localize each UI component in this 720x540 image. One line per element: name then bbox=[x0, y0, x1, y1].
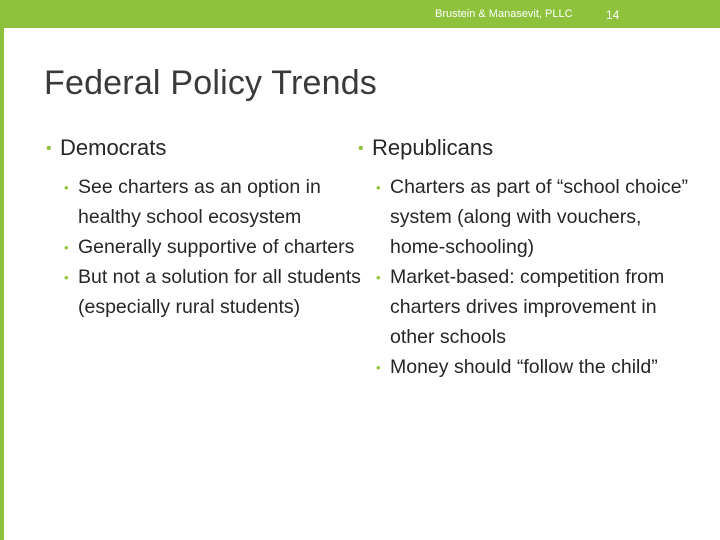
democrats-heading bbox=[46, 134, 361, 162]
list-item-text: Market-based: competition from charters drives improvement in other schools bbox=[390, 266, 665, 348]
democrats-heading-text: Democrats bbox=[60, 135, 167, 160]
republicans-list bbox=[372, 172, 693, 382]
page-number: 14 bbox=[606, 8, 620, 22]
list-item bbox=[372, 262, 693, 352]
bullet-icon: • bbox=[64, 180, 69, 195]
republicans-heading bbox=[358, 134, 693, 162]
list-item-text: See charters as an option in healthy school ecosystem bbox=[78, 176, 321, 228]
list-item-text: Generally supportive of charters bbox=[78, 236, 355, 258]
list-item bbox=[60, 262, 361, 322]
democrats-list bbox=[60, 172, 361, 322]
bullet-icon: • bbox=[376, 360, 381, 375]
slide-title: Federal Policy Trends bbox=[44, 64, 378, 102]
bullet-icon: • bbox=[376, 180, 381, 195]
list-item bbox=[60, 172, 361, 232]
democrats-column bbox=[46, 134, 361, 322]
left-accent-line bbox=[0, 0, 4, 540]
bullet-icon: • bbox=[46, 140, 52, 157]
republicans-heading-text: Republicans bbox=[372, 135, 494, 160]
bullet-icon: • bbox=[64, 240, 69, 255]
bullet-icon: • bbox=[358, 140, 364, 157]
bullet-icon: • bbox=[376, 270, 381, 285]
header-bar bbox=[0, 0, 720, 28]
list-item-text: Charters as part of “school choice” system (along with vouchers, home-schooling) bbox=[390, 176, 689, 258]
list-item-text: But not a solution for all students (especially rural students) bbox=[78, 266, 361, 318]
firm-name: Brustein & Manasevit, PLLC bbox=[435, 8, 573, 20]
list-item-text: Money should “follow the child” bbox=[390, 356, 658, 378]
republicans-column bbox=[358, 134, 693, 382]
list-item bbox=[372, 172, 693, 262]
bullet-icon: • bbox=[64, 270, 69, 285]
list-item bbox=[60, 232, 361, 262]
list-item bbox=[372, 352, 693, 382]
